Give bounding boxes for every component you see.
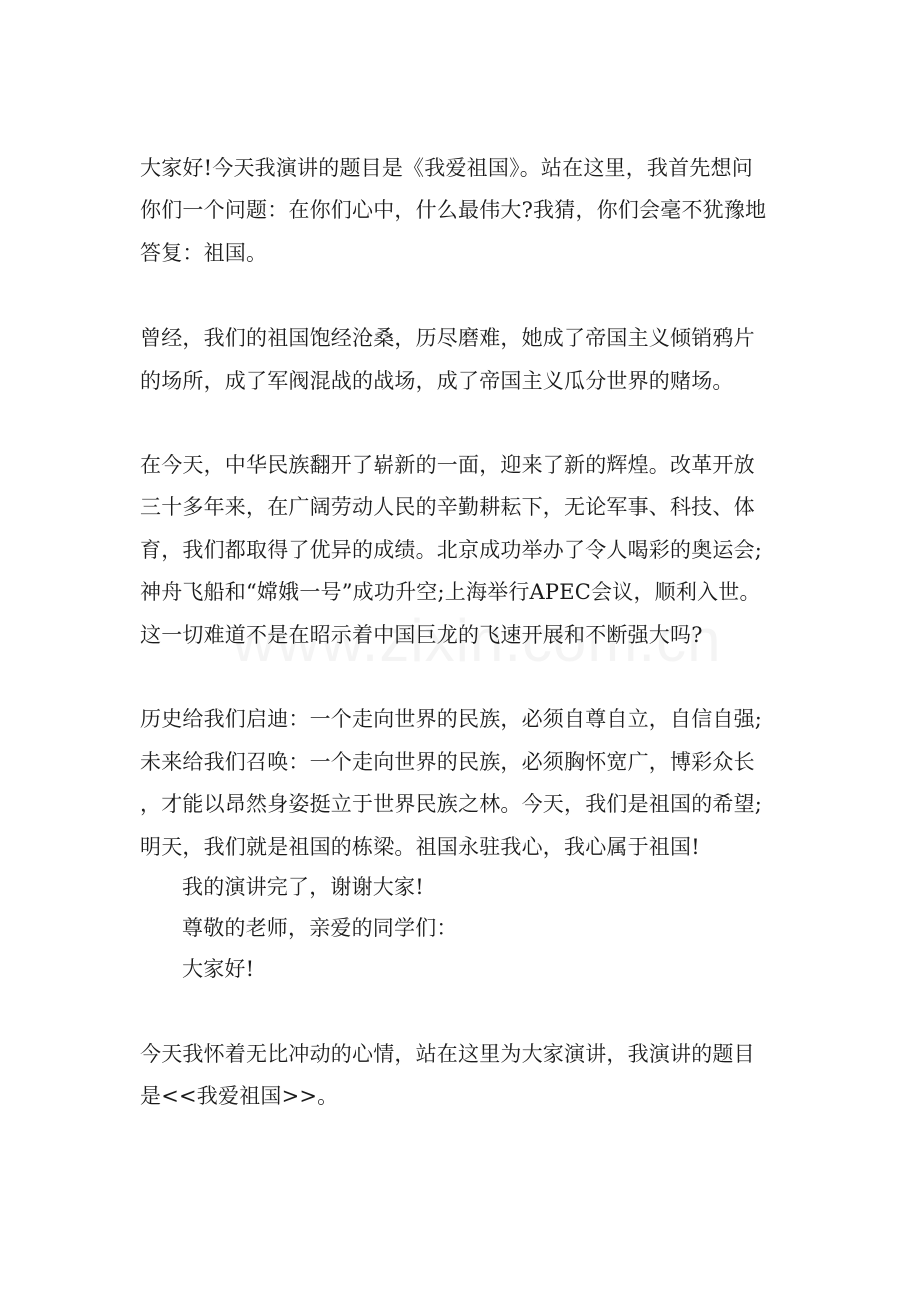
paragraph-2-line-1: 曾经，我们的祖国饱经沧桑，历尽磨难，她成了帝国主义倾销鸦片 (140, 326, 755, 350)
paragraph-2-line-2: 的场所，成了军阀混战的战场，成了帝国主义瓜分世界的赌场。 (140, 369, 734, 393)
paragraph-3-line-4: 神舟飞船和“嫦娥一号”成功升空;上海举行APEC会议，顺利入世。 (140, 580, 761, 604)
paragraph-3-line-3: 育，我们都取得了优异的成绩。北京成功举办了令人喝彩的奥运会; (140, 538, 763, 562)
paragraph-1-line-1: 大家好!今天我演讲的题目是《我爱祖国》。站在这里，我首先想问 (140, 156, 753, 180)
paragraph-4-line-4: 明天，我们就是祖国的栋梁。祖国永驻我心，我心属于祖国! (140, 835, 700, 859)
paragraph-4-line-3: ，才能以昂然身姿挺立于世界民族之林。今天，我们是祖国的希望; (140, 792, 763, 816)
greeting-hello: 大家好! (182, 957, 255, 981)
greeting-salutation: 尊敬的老师，亲爱的同学们： (182, 916, 458, 940)
paragraph-5-line-2: 是<<我爱祖国>>。 (140, 1084, 339, 1108)
paragraph-3-line-5: 这一切难道不是在昭示着中国巨龙的飞速开展和不断强大吗? (140, 623, 703, 647)
paragraph-4-line-1: 历史给我们启迪：一个走向世界的民族，必须自尊自立，自信自强; (140, 707, 763, 731)
paragraph-1-line-3: 答复：祖国。 (140, 241, 268, 265)
paragraph-3-line-1: 在今天，中华民族翻开了崭新的一面，迎来了新的辉煌。改革开放 (140, 453, 755, 477)
paragraph-3-line-2: 三十多年来，在广阔劳动人民的辛勤耕耘下，无论军事、科技、体 (140, 495, 755, 519)
paragraph-5-line-1: 今天我怀着无比冲动的心情，站在这里为大家演讲，我演讲的题目 (140, 1042, 755, 1066)
paragraph-1-line-2: 你们一个问题：在你们心中，什么最伟大?我猜，你们会毫不犹豫地 (140, 198, 767, 222)
closing-line: 我的演讲完了，谢谢大家! (182, 875, 424, 899)
paragraph-4-line-2: 未来给我们召唤：一个走向世界的民族，必须胸怀宽广，博彩众长 (140, 750, 755, 774)
